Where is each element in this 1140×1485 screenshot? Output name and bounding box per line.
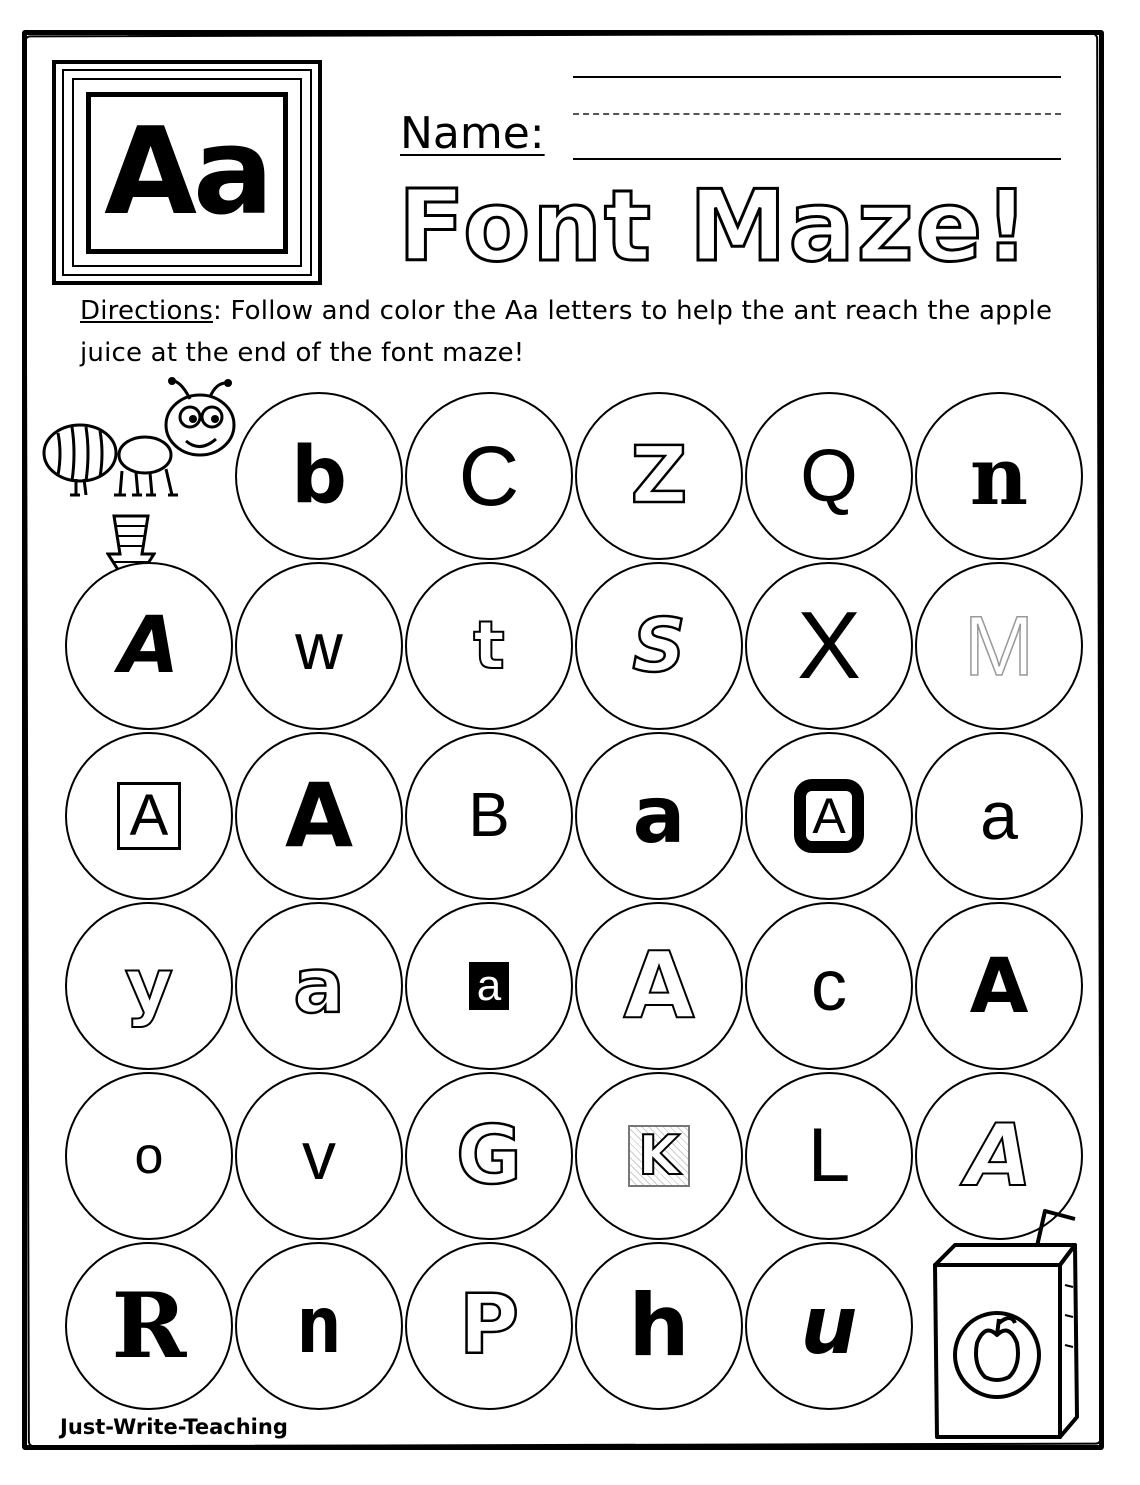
maze-letter: A: [284, 764, 354, 867]
maze-letter: A: [965, 1106, 1033, 1206]
directions-label: Directions: [80, 296, 214, 326]
letter-box: [52, 60, 322, 285]
apple-juice-box-icon: [925, 1205, 1095, 1445]
maze-cell[interactable]: [65, 1072, 233, 1240]
directions: [80, 290, 1080, 374]
maze-cell[interactable]: [405, 562, 573, 730]
maze-cell[interactable]: [915, 732, 1083, 900]
maze-letter: a: [980, 778, 1018, 854]
maze-cell[interactable]: [235, 902, 403, 1070]
maze-letter: K: [628, 1125, 690, 1187]
letter-box-text: Aa: [104, 103, 270, 242]
maze-cell[interactable]: [575, 1072, 743, 1240]
directions-text: : Follow and color the Aa letters to help the ant reach the apple juice at the end of the font maze!: [80, 296, 1053, 368]
maze-letter: h: [628, 1276, 690, 1376]
maze-cell[interactable]: [235, 1072, 403, 1240]
maze-cell[interactable]: [575, 392, 743, 560]
maze-letter: t: [473, 607, 505, 684]
maze-letter: B: [468, 781, 510, 850]
maze-letter: A: [969, 941, 1029, 1030]
maze-cell[interactable]: [405, 392, 573, 560]
maze-letter: a: [632, 771, 686, 861]
maze-cell[interactable]: [235, 562, 403, 730]
maze-cell[interactable]: [405, 732, 573, 900]
maze-cell[interactable]: [915, 902, 1083, 1070]
name-line-top[interactable]: [573, 76, 1061, 78]
maze-cell[interactable]: [405, 1072, 573, 1240]
maze-cell[interactable]: [575, 1242, 743, 1410]
maze-cell[interactable]: [575, 562, 743, 730]
maze-cell[interactable]: [745, 1242, 913, 1410]
page-title: Font Maze!: [398, 170, 1031, 284]
maze-letter: a: [293, 941, 345, 1030]
maze-letter: n: [969, 429, 1029, 523]
maze-letter: X: [796, 592, 862, 699]
maze-letter: L: [807, 1113, 851, 1198]
maze-cell[interactable]: [65, 732, 233, 900]
letter-box-inner: [86, 92, 288, 254]
maze-letter: u: [800, 1279, 858, 1372]
maze-cell[interactable]: [405, 1242, 573, 1410]
maze-cell[interactable]: [575, 902, 743, 1070]
maze-letter: A: [623, 932, 695, 1039]
maze-cell[interactable]: [745, 732, 913, 900]
name-line-bottom[interactable]: [573, 158, 1061, 160]
maze-cell[interactable]: [575, 732, 743, 900]
maze-letter: A: [794, 779, 863, 853]
maze-letter: w: [295, 609, 343, 683]
maze-letter: Z: [630, 431, 688, 521]
maze-letter: Q: [800, 434, 858, 517]
maze-cell[interactable]: [745, 902, 913, 1070]
maze-letter: M: [964, 599, 1034, 693]
maze-letter: A: [117, 782, 182, 850]
maze-cell[interactable]: [915, 392, 1083, 560]
maze-cell[interactable]: [65, 562, 233, 730]
maze-letter: A: [118, 601, 180, 691]
maze-cell[interactable]: [745, 392, 913, 560]
maze-cell[interactable]: [65, 1242, 233, 1410]
name-label: Name:: [400, 108, 545, 159]
maze-letter: G: [456, 1109, 522, 1202]
maze-letter: a: [469, 962, 509, 1010]
maze-cell[interactable]: [405, 902, 573, 1070]
maze-letter: P: [458, 1278, 520, 1373]
maze-letter: S: [632, 603, 686, 689]
maze-cell[interactable]: [235, 732, 403, 900]
maze-cell[interactable]: [745, 1072, 913, 1240]
name-line-middle[interactable]: [573, 113, 1061, 115]
maze-cell[interactable]: [235, 392, 403, 560]
maze-letter: o: [134, 1127, 164, 1185]
footer-credit: Just-Write-Teaching: [60, 1415, 288, 1439]
maze-letter: n: [295, 1281, 343, 1371]
maze-letter: v: [302, 1118, 336, 1194]
maze-letter: R: [111, 1273, 187, 1379]
maze-letter: C: [458, 429, 520, 523]
maze-letter: y: [124, 943, 174, 1029]
maze-cell[interactable]: [65, 902, 233, 1070]
maze-letter: b: [291, 431, 347, 521]
maze-cell[interactable]: [745, 562, 913, 730]
maze-letter: c: [811, 946, 847, 1026]
maze-cell[interactable]: [235, 1242, 403, 1410]
maze-cell[interactable]: [915, 562, 1083, 730]
